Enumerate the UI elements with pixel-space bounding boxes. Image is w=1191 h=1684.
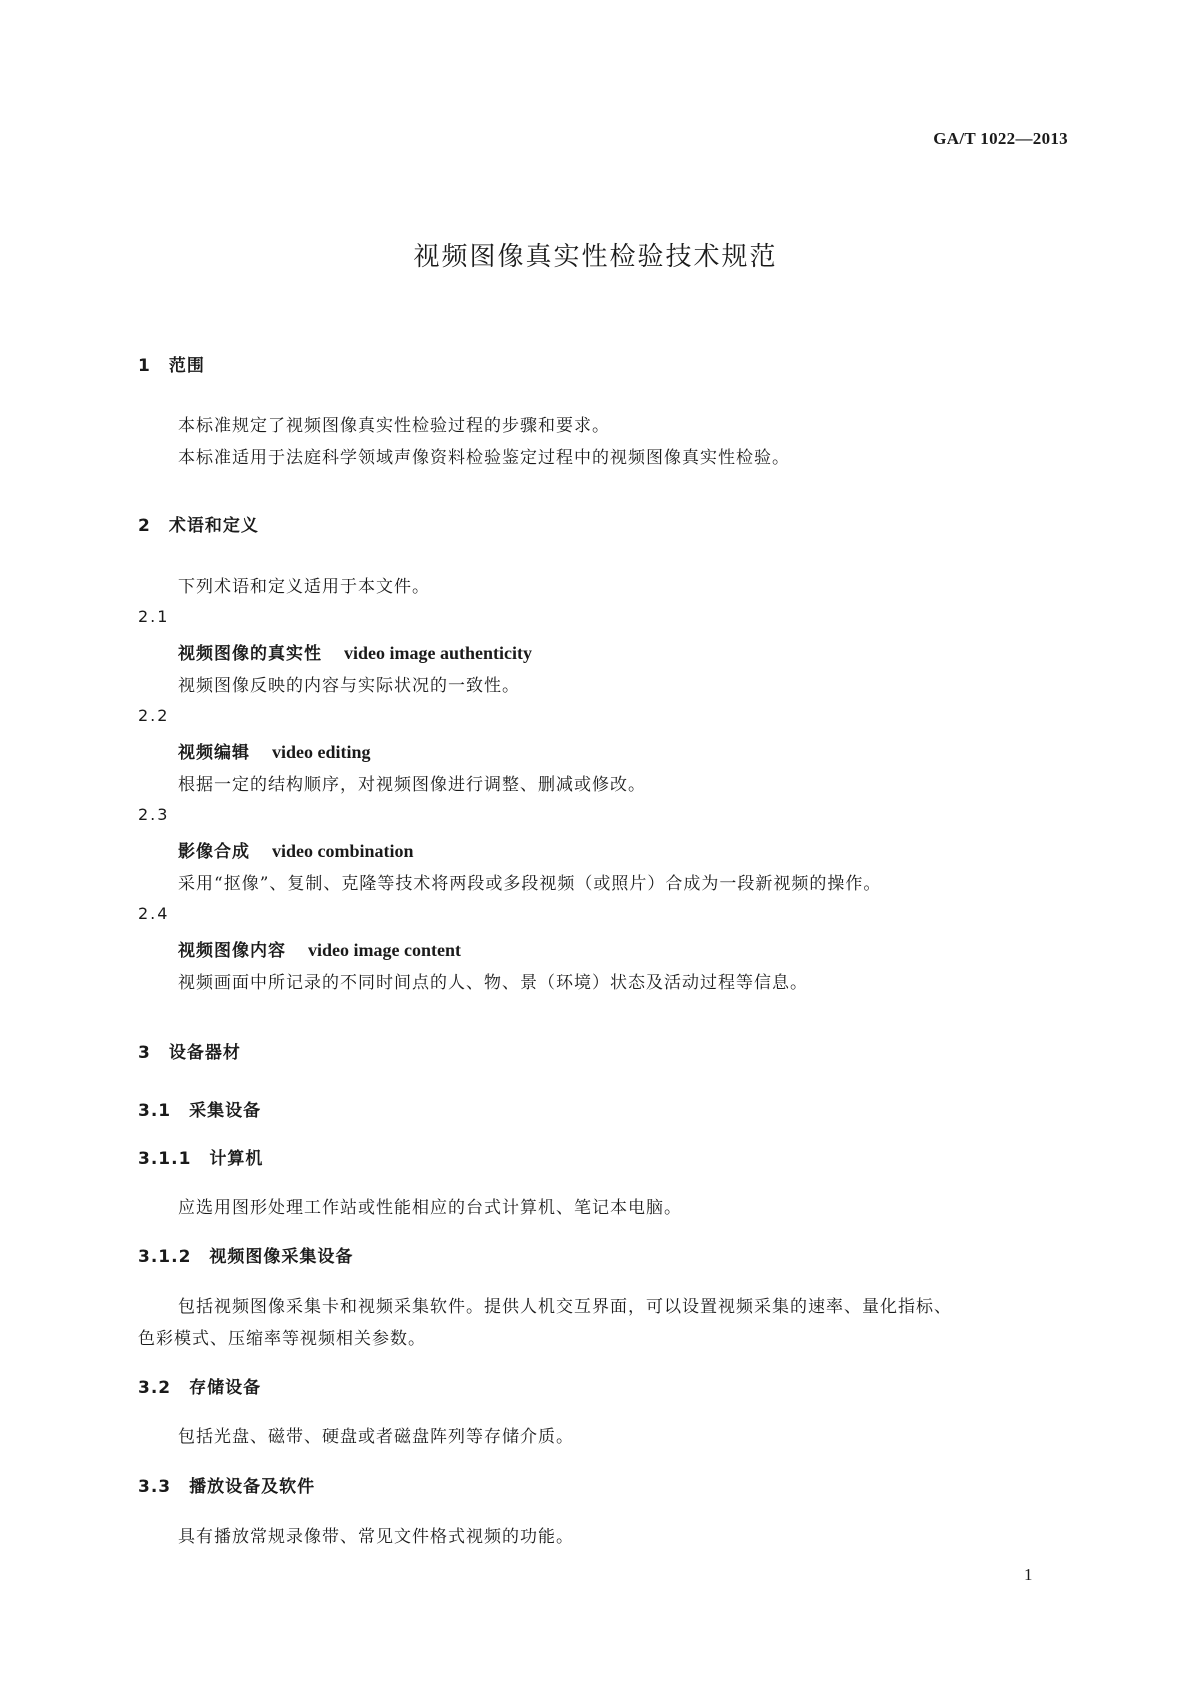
term-number: 2.4 [138,904,170,923]
term-en: video combination [272,841,414,861]
standard-number: GA/T 1022—2013 [933,129,1068,148]
section-2-heading: 2 术语和定义 [138,516,259,536]
page-number: 1 [1024,1565,1033,1584]
term-number: 2.3 [138,805,170,824]
document-title: 视频图像真实性检验技术规范 [413,242,778,272]
term-zh: 视频图像内容 [178,941,286,961]
section-3-heading: 3 设备器材 [138,1043,241,1063]
section-1-heading: 1 范围 [138,356,205,376]
term-number: 2.2 [138,706,170,725]
term-zh: 视频图像的真实性 [178,644,322,664]
term-number: 2.1 [138,607,170,626]
term-definition: 根据一定的结构顺序，对视频图像进行调整、删减或修改。 [178,775,646,795]
section-3-3-heading: 3.3 播放设备及软件 [138,1477,316,1497]
section-3-1-2-heading: 3.1.2 视频图像采集设备 [138,1247,354,1267]
term-en: video editing [272,742,371,762]
term-heading [178,837,414,862]
term-heading [178,639,532,664]
section-3-1-heading: 3.1 采集设备 [138,1101,262,1121]
section-3-1-2-paragraph-line-1: 包括视频图像采集卡和视频采集软件。提供人机交互界面，可以设置视频采集的速率、量化指标、 [178,1297,952,1317]
section-3-1-2-paragraph-line-2: 色彩模式、压缩率等视频相关参数。 [138,1329,426,1349]
section-2-intro: 下列术语和定义适用于本文件。 [178,577,430,597]
section-3-2-paragraph: 包括光盘、磁带、硬盘或者磁盘阵列等存储介质。 [178,1427,574,1447]
term-en: video image authenticity [344,643,532,663]
section-3-1-1-heading: 3.1.1 计算机 [138,1149,264,1169]
section-1-paragraph-1: 本标准规定了视频图像真实性检验过程的步骤和要求。 [178,416,610,436]
term-definition: 视频画面中所记录的不同时间点的人、物、景（环境）状态及活动过程等信息。 [178,973,808,993]
section-3-3-paragraph: 具有播放常规录像带、常见文件格式视频的功能。 [178,1527,574,1547]
term-heading [178,738,371,763]
section-3-2-heading: 3.2 存储设备 [138,1378,262,1398]
term-heading [178,936,461,961]
term-definition: 视频图像反映的内容与实际状况的一致性。 [178,676,520,696]
section-3-1-1-paragraph: 应选用图形处理工作站或性能相应的台式计算机、笔记本电脑。 [178,1198,682,1218]
term-en: video image content [308,940,461,960]
term-zh: 视频编辑 [178,743,250,763]
term-definition: 采用“抠像”、复制、克隆等技术将两段或多段视频（或照片）合成为一段新视频的操作。 [178,874,882,894]
section-1-paragraph-2: 本标准适用于法庭科学领域声像资料检验鉴定过程中的视频图像真实性检验。 [178,448,790,468]
term-zh: 影像合成 [178,842,250,862]
